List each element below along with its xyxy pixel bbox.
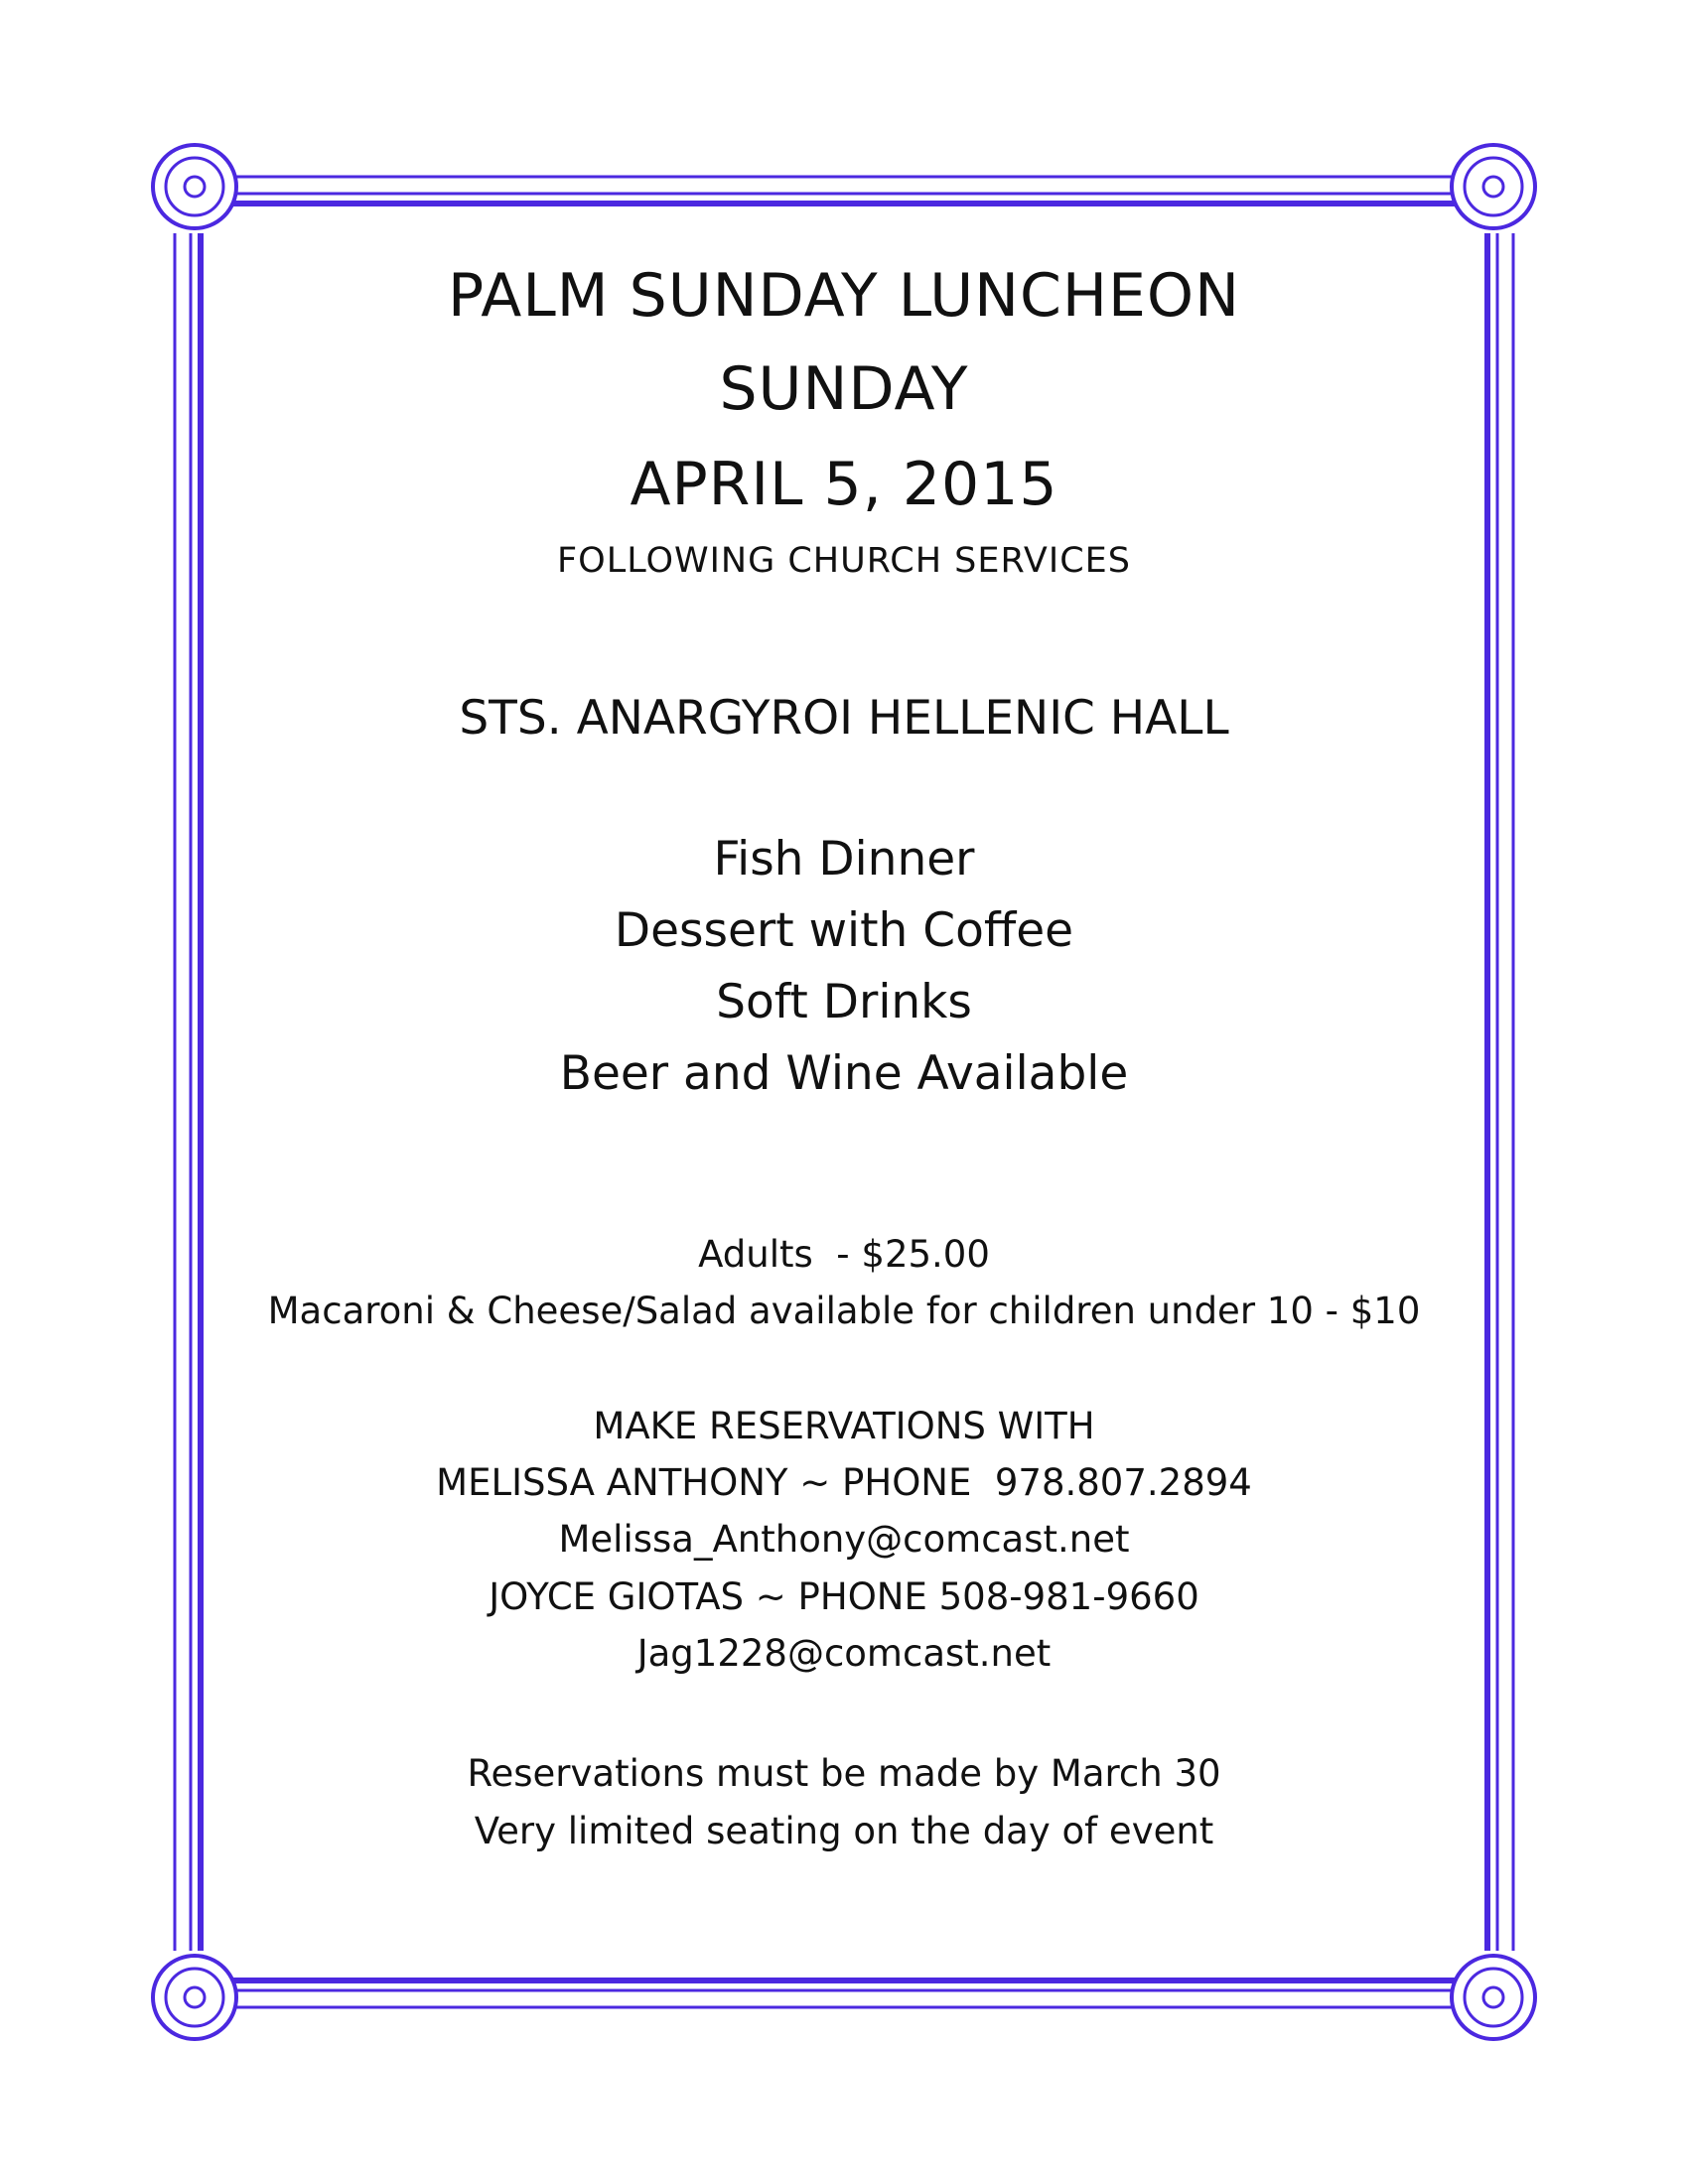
corner-ornament-bottom-right — [1452, 1956, 1535, 2039]
reservations-heading: MAKE RESERVATIONS WITH — [593, 1405, 1095, 1447]
menu-item: Beer and Wine Available — [559, 1046, 1129, 1101]
event-title: PALM SUNDAY LUNCHEON — [447, 261, 1241, 331]
corner-ornament-top-left — [153, 145, 236, 228]
menu-item: Dessert with Coffee — [614, 903, 1074, 958]
corner-ornament-top-right — [1452, 145, 1535, 228]
contact-email: Jag1228@comcast.net — [636, 1632, 1052, 1675]
event-timing: FOLLOWING CHURCH SERVICES — [557, 541, 1131, 581]
venue-name: STS. ANARGYROI HELLENIC HALL — [459, 691, 1229, 746]
reservation-deadline-note: Reservations must be made by March 30 — [467, 1752, 1221, 1795]
contact-phone-line: JOYCE GIOTAS ~ PHONE 508-981-9660 — [489, 1575, 1199, 1618]
event-day: SUNDAY — [719, 354, 969, 424]
menu-item: Soft Drinks — [716, 975, 972, 1029]
contact-email: Melissa_Anthony@comcast.net — [558, 1518, 1130, 1561]
children-price: Macaroni & Cheese/Salad available for children under 10 - $10 — [267, 1290, 1421, 1332]
menu-item: Fish Dinner — [713, 832, 975, 887]
corner-ornament-bottom-left — [153, 1956, 236, 2039]
adult-price: Adults - $25.00 — [698, 1233, 990, 1276]
seating-note: Very limited seating on the day of event — [474, 1810, 1214, 1852]
contact-phone-line: MELISSA ANTHONY ~ PHONE 978.807.2894 — [436, 1461, 1252, 1504]
event-date: APRIL 5, 2015 — [630, 450, 1058, 519]
